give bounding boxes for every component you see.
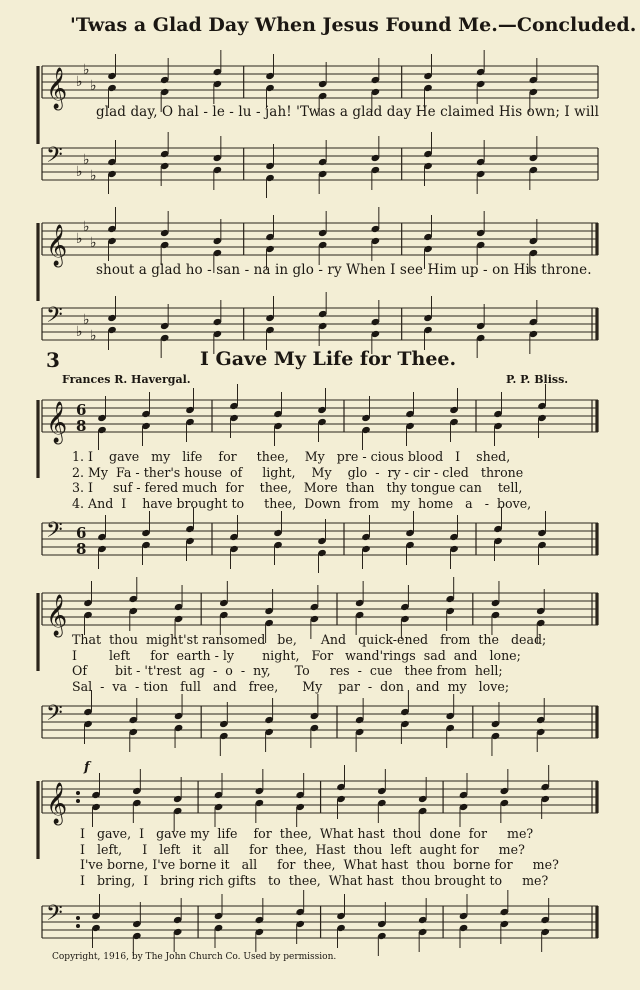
composer-credit: P. P. Bliss. [506,373,569,386]
note-chord [213,136,223,190]
note-chord [173,777,183,831]
treble-clef-icon: 𝄞 [46,595,68,636]
verse-lyrics-block: I gave, I gave my life for thee, What hast thou done for me? I left, I left it all for thee, Hast thou left aught for me? I've borne, I've borne it all for thee, What hast thou borne for me? I bring, I bring rich gifts to thee, What hast thou brought to me? [80,826,559,888]
flat-icon: ♭ [90,235,97,251]
note-chord [537,511,547,565]
note-chord [418,777,428,831]
bass-clef-icon: 𝄢 [46,901,63,931]
note-chord [540,765,550,819]
note-chord [400,690,410,744]
flat-icon: ♭ [76,231,83,247]
time-signature-bottom: 8 [76,417,87,435]
staff-lines [38,62,598,144]
note-chord [445,694,455,748]
verse-lyrics-block: 1. I gave my life for thee, My pre - cious blood I shed, 2. My Fa - ther's house of light, My glo - ry - cir - cled throne 3. I suf - fered much for thee, More than thy tongue can tell, 4. And I have brought to thee, Down from my home a - bove, [72,449,532,511]
note-chord [500,890,510,944]
music-staff [0,585,640,635]
note-chord [317,519,327,573]
note-chord [500,769,510,823]
author-credit: Frances R. Havergal. [62,373,191,386]
time-signature-top: 6 [76,401,87,419]
note-chord [219,581,229,635]
note-chord [107,54,117,108]
flat-icon: ♭ [83,152,90,168]
flat-icon: ♭ [83,62,90,78]
copyright-notice: Copyright, 1916, by The John Church Co. Used by permission. [52,952,337,962]
note-chord [174,694,184,748]
flat-icon: ♭ [76,74,83,90]
note-chord [371,207,381,261]
music-staff [0,300,640,350]
hymn-title-concluded: 'Twas a Glad Day When Jesus Found Me.—Concluded. [70,14,637,36]
music-staff [0,140,640,190]
note-chord [185,507,195,561]
note-chord [265,144,275,198]
music-staff [0,392,640,442]
note-chord [141,511,151,565]
note-chord [377,902,387,956]
lyric-line: shout a glad ho - san - na in glo - ry When I see Him up - on His throne. [96,262,592,278]
note-chord [537,384,547,438]
hymn-number: 3 [46,348,60,372]
lyric-line: glad day, O hal - le - lu - jah! 'Twas a glad day He claimed His own; I will [96,104,600,120]
flat-icon: ♭ [90,328,97,344]
note-chord [83,581,93,635]
verse-lyrics-block: That thou might'st ransomed be, And quick-ened from the dead; I left for earth - ly night, For wand'rings sad and lone; Of bit - 't'rest ag - o - ny, To res - cue thee from hell; Sal - va - tion full and free, My par - don and my love; [72,632,547,694]
note-chord [336,765,346,819]
note-chord [476,304,486,358]
note-chord [107,207,117,261]
note-chord [405,511,415,565]
note-chord [255,769,265,823]
note-chord [310,694,320,748]
music-staff [0,773,640,823]
note-chord [213,50,223,104]
dynamic-marking: f [84,760,90,775]
note-chord [493,507,503,561]
flat-icon: ♭ [76,324,83,340]
flat-icon: ♭ [76,164,83,180]
note-chord [132,902,142,956]
treble-clef-icon: 𝄞 [46,225,68,266]
note-chord [476,211,486,265]
treble-clef-icon: 𝄞 [46,68,68,109]
note-chord [160,211,170,265]
note-chord [265,54,275,108]
note-chord [377,769,387,823]
staff-lines [42,701,598,738]
note-chord [529,136,539,190]
note-chord [449,388,459,442]
flat-icon: ♭ [90,168,97,184]
note-chord [97,396,107,450]
note-chord [107,296,117,350]
note-chord [361,396,371,450]
note-chord [83,690,93,744]
note-chord [265,296,275,350]
music-staff [0,515,640,565]
note-chord [371,136,381,190]
staff-lines [38,219,598,301]
note-chord [91,894,101,948]
note-chord [491,702,501,756]
music-staff [0,58,640,108]
treble-clef-icon: 𝄞 [46,402,68,443]
note-chord [185,388,195,442]
note-chord [214,894,224,948]
hymn-title: I Gave My Life for Thee. [200,348,457,370]
bass-clef-icon: 𝄢 [46,143,63,173]
note-chord [132,769,142,823]
music-staff [0,215,640,265]
flat-icon: ♭ [83,219,90,235]
note-chord [318,292,328,346]
flat-icon: ♭ [90,78,97,94]
note-chord [317,388,327,442]
treble-clef-icon: 𝄞 [46,783,68,824]
note-chord [355,581,365,635]
note-chord [128,577,138,631]
note-chord [160,304,170,358]
note-chord [336,894,346,948]
note-chord [229,384,239,438]
note-chord [459,894,469,948]
note-chord [318,211,328,265]
flat-icon: ♭ [83,312,90,328]
note-chord [476,50,486,104]
music-staff [0,698,640,748]
note-chord [423,296,433,350]
note-chord [295,890,305,944]
bass-clef-icon: 𝄢 [46,518,63,548]
note-chord [273,511,283,565]
note-chord [423,54,433,108]
note-chord [423,132,433,186]
bass-clef-icon: 𝄢 [46,303,63,333]
bass-clef-icon: 𝄢 [46,701,63,731]
note-chord [219,702,229,756]
time-signature-top: 6 [76,524,87,542]
staff-lines [42,303,598,344]
music-staff [0,898,640,948]
note-chord [160,132,170,186]
time-signature-bottom: 8 [76,540,87,558]
note-chord [491,581,501,635]
note-chord [445,577,455,631]
